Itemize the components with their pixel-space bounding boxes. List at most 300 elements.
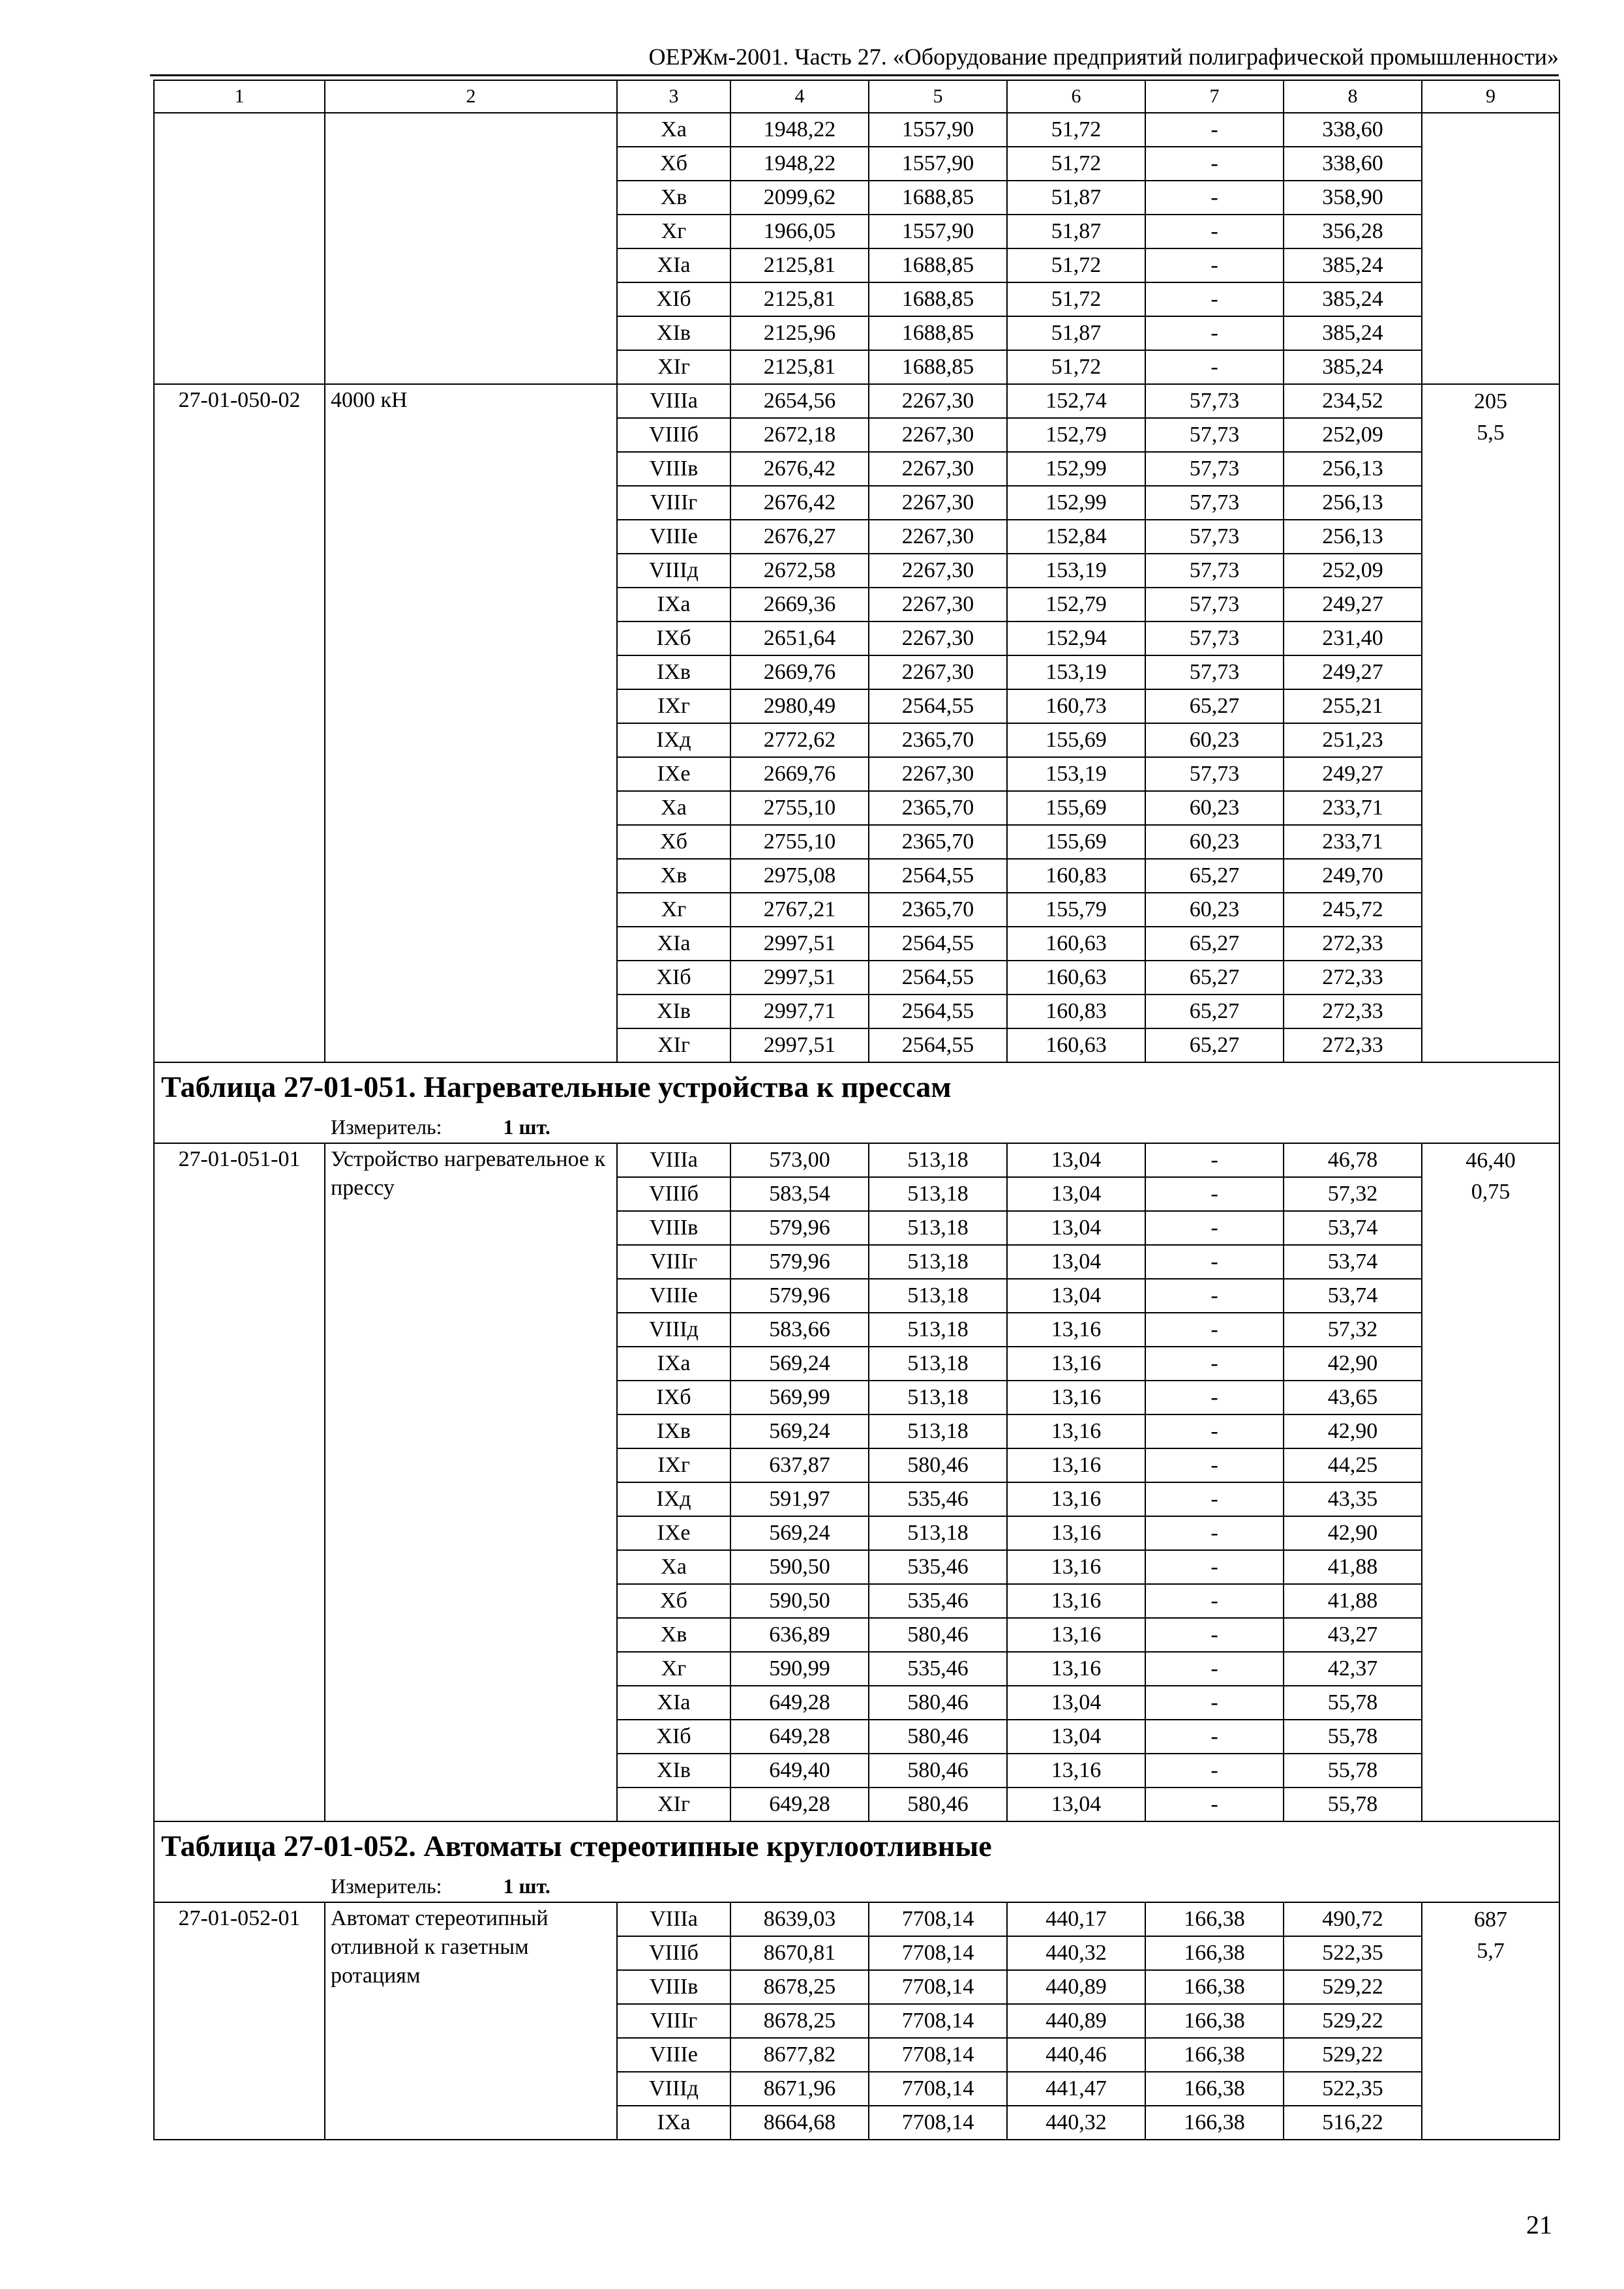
table-cell: 2125,81 <box>730 282 869 316</box>
table-cell: 51,87 <box>1007 215 1145 248</box>
table-cell: 245,72 <box>1284 893 1422 927</box>
rate-code <box>154 113 325 384</box>
table-cell: - <box>1145 1788 1284 1821</box>
table-cell: 13,16 <box>1007 1754 1145 1788</box>
table-cell: 272,33 <box>1284 1028 1422 1062</box>
mass-cell <box>1422 113 1559 384</box>
table-cell: VIIIб <box>617 1177 730 1211</box>
table-cell: 153,19 <box>1007 757 1145 791</box>
table-cell: 513,18 <box>869 1381 1007 1414</box>
table-row <box>154 1143 1559 1177</box>
table-cell: 13,16 <box>1007 1652 1145 1686</box>
table-cell: 13,16 <box>1007 1381 1145 1414</box>
table-cell: VIIIa <box>617 1143 730 1177</box>
table-cell: Xг <box>617 893 730 927</box>
table-cell: 166,38 <box>1145 2004 1284 2038</box>
table-cell: 583,66 <box>730 1313 869 1347</box>
table-cell: 338,60 <box>1284 147 1422 181</box>
table-row <box>154 113 1559 147</box>
table-cell: 7708,14 <box>869 2038 1007 2072</box>
table-cell: 535,46 <box>869 1584 1007 1618</box>
table-cell: 649,40 <box>730 1754 869 1788</box>
column-number: 3 <box>617 80 730 113</box>
table-cell: 338,60 <box>1284 113 1422 147</box>
table-cell: 166,38 <box>1145 1936 1284 1970</box>
table-cell: 7708,14 <box>869 2004 1007 2038</box>
table-cell: 649,28 <box>730 1686 869 1720</box>
table-cell: - <box>1145 1550 1284 1584</box>
table-cell: 2564,55 <box>869 961 1007 995</box>
table-cell: 1557,90 <box>869 147 1007 181</box>
rate-name: Автомат стереотипный отливной к газетным ротациям <box>325 1902 617 2140</box>
table-cell: XIг <box>617 1788 730 1821</box>
table-cell: - <box>1145 181 1284 215</box>
table-cell: VIIIг <box>617 486 730 520</box>
table-cell: 385,24 <box>1284 350 1422 384</box>
table-cell: 2365,70 <box>869 723 1007 757</box>
table-cell: 166,38 <box>1145 1970 1284 2004</box>
table-cell: Xб <box>617 147 730 181</box>
table-cell: 590,50 <box>730 1550 869 1584</box>
table-cell: 535,46 <box>869 1550 1007 1584</box>
table-cell: 358,90 <box>1284 181 1422 215</box>
table-cell: 13,16 <box>1007 1448 1145 1482</box>
table-cell: 2672,18 <box>730 418 869 452</box>
table-cell: 440,46 <box>1007 2038 1145 2072</box>
table-cell: - <box>1145 350 1284 384</box>
table-cell: 13,04 <box>1007 1788 1145 1821</box>
mass-cell <box>1422 1143 1559 1821</box>
table-cell: 53,74 <box>1284 1245 1422 1279</box>
table-cell: Xa <box>617 1550 730 1584</box>
mass-cell <box>1422 1902 1559 2140</box>
table-cell: - <box>1145 1279 1284 1313</box>
table-cell: 2267,30 <box>869 621 1007 655</box>
measure-value: 1 шт. <box>503 1874 550 1898</box>
table-cell: 13,16 <box>1007 1313 1145 1347</box>
table-cell: 51,87 <box>1007 181 1145 215</box>
measure-label: Измеритель: <box>331 1874 442 1898</box>
table-cell: 2267,30 <box>869 757 1007 791</box>
table-cell: IXд <box>617 723 730 757</box>
table-cell: XIa <box>617 1686 730 1720</box>
table-cell: Xб <box>617 825 730 859</box>
table-cell: 579,96 <box>730 1245 869 1279</box>
column-number: 7 <box>1145 80 1284 113</box>
table-cell: 2767,21 <box>730 893 869 927</box>
table-cell: 522,35 <box>1284 2072 1422 2106</box>
table-cell: XIa <box>617 248 730 282</box>
table-cell: 1557,90 <box>869 113 1007 147</box>
table-cell: IXв <box>617 655 730 689</box>
table-cell: 42,37 <box>1284 1652 1422 1686</box>
table-cell: VIIIв <box>617 452 730 486</box>
table-cell: 590,99 <box>730 1652 869 1686</box>
mass-cell <box>1422 384 1559 1062</box>
table-cell: 385,24 <box>1284 248 1422 282</box>
table-cell: 2125,81 <box>730 350 869 384</box>
rate-name: 4000 кН <box>325 384 617 1062</box>
table-cell: 440,89 <box>1007 2004 1145 2038</box>
table-cell: 1688,85 <box>869 248 1007 282</box>
table-cell: 234,52 <box>1284 384 1422 418</box>
table-row <box>154 1902 1559 1936</box>
table-cell: - <box>1145 1720 1284 1754</box>
table-cell: - <box>1145 1245 1284 1279</box>
rate-code: 27-01-052-01 <box>154 1902 325 2140</box>
table-cell: 51,72 <box>1007 147 1145 181</box>
table-cell: 1688,85 <box>869 181 1007 215</box>
measure-row <box>154 1870 1559 1902</box>
header-rule <box>150 74 1559 76</box>
column-number-row <box>154 80 1559 113</box>
table-cell: 529,22 <box>1284 2004 1422 2038</box>
table-cell: IXб <box>617 1381 730 1414</box>
table-cell: 2672,58 <box>730 554 869 588</box>
table-cell: Xa <box>617 791 730 825</box>
rates-table <box>153 80 1560 2140</box>
table-cell: 13,04 <box>1007 1211 1145 1245</box>
table-cell: 440,32 <box>1007 2106 1145 2140</box>
table-cell: 166,38 <box>1145 2072 1284 2106</box>
table-cell: 8670,81 <box>730 1936 869 1970</box>
table-cell: 65,27 <box>1145 689 1284 723</box>
table-cell: - <box>1145 1347 1284 1381</box>
table-cell: 57,32 <box>1284 1177 1422 1211</box>
table-cell: 65,27 <box>1145 961 1284 995</box>
table-cell: - <box>1145 1618 1284 1652</box>
table-cell: IXa <box>617 2106 730 2140</box>
table-cell: 13,16 <box>1007 1482 1145 1516</box>
table-cell: XIб <box>617 282 730 316</box>
table-cell: 233,71 <box>1284 825 1422 859</box>
table-cell: 579,96 <box>730 1279 869 1313</box>
table-cell: 51,72 <box>1007 282 1145 316</box>
table-cell: 60,23 <box>1145 791 1284 825</box>
table-cell: 46,78 <box>1284 1143 1422 1177</box>
table-cell: 579,96 <box>730 1211 869 1245</box>
table-cell: 440,32 <box>1007 1936 1145 1970</box>
table-cell: 51,72 <box>1007 350 1145 384</box>
table-cell: 2267,30 <box>869 384 1007 418</box>
table-cell: 43,65 <box>1284 1381 1422 1414</box>
table-cell: IXa <box>617 1347 730 1381</box>
table-cell: 249,27 <box>1284 588 1422 621</box>
table-cell: 152,79 <box>1007 588 1145 621</box>
mass-value: 5,7 <box>1477 1939 1505 1963</box>
table-cell: 2975,08 <box>730 859 869 893</box>
table-cell: 55,78 <box>1284 1754 1422 1788</box>
running-header: ОЕРЖм-2001. Часть 27. «Оборудование предприятий полиграфической промышленности» <box>648 44 1559 70</box>
table-cell: 569,99 <box>730 1381 869 1414</box>
table-cell: 231,40 <box>1284 621 1422 655</box>
table-cell: 13,04 <box>1007 1279 1145 1313</box>
table-cell: XIв <box>617 1754 730 1788</box>
table-cell: - <box>1145 1482 1284 1516</box>
table-cell: 440,89 <box>1007 1970 1145 2004</box>
table-cell: 65,27 <box>1145 1028 1284 1062</box>
table-cell: 1688,85 <box>869 316 1007 350</box>
table-cell: IXе <box>617 757 730 791</box>
table-cell: 42,90 <box>1284 1516 1422 1550</box>
table-cell: Xг <box>617 215 730 248</box>
table-cell: 529,22 <box>1284 1970 1422 2004</box>
table-cell: 513,18 <box>869 1313 1007 1347</box>
table-cell: 513,18 <box>869 1245 1007 1279</box>
table-title-row <box>154 1821 1559 1870</box>
table-cell: 2997,71 <box>730 995 869 1028</box>
table-cell: 7708,14 <box>869 2072 1007 2106</box>
table-cell: 13,16 <box>1007 1414 1145 1448</box>
table-cell: 43,27 <box>1284 1618 1422 1652</box>
column-number: 5 <box>869 80 1007 113</box>
table-cell: - <box>1145 1448 1284 1482</box>
table-cell: 256,13 <box>1284 520 1422 554</box>
page-number: 21 <box>1526 2210 1552 2239</box>
measure-row <box>154 1111 1559 1143</box>
table-cell: 55,78 <box>1284 1720 1422 1754</box>
table-cell: 2267,30 <box>869 486 1007 520</box>
table-cell: VIIIг <box>617 2004 730 2038</box>
table-cell: 7708,14 <box>869 1902 1007 1936</box>
table-cell: 8639,03 <box>730 1902 869 1936</box>
table-cell: - <box>1145 113 1284 147</box>
table-cell: 13,04 <box>1007 1245 1145 1279</box>
table-cell: - <box>1145 1177 1284 1211</box>
table-cell: 252,09 <box>1284 554 1422 588</box>
table-cell: 13,16 <box>1007 1550 1145 1584</box>
table-cell: 2564,55 <box>869 995 1007 1028</box>
table-cell: VIIIе <box>617 1279 730 1313</box>
table-cell: 272,33 <box>1284 927 1422 961</box>
rate-code: 27-01-051-01 <box>154 1143 325 1821</box>
column-number: 8 <box>1284 80 1422 113</box>
table-cell: XIб <box>617 961 730 995</box>
table-cell: 2267,30 <box>869 520 1007 554</box>
table-cell: 13,16 <box>1007 1516 1145 1550</box>
table-title: Таблица 27-01-051. Нагревательные устройства к прессам <box>154 1062 1559 1111</box>
table-cell: 7708,14 <box>869 1936 1007 1970</box>
table-cell: 272,33 <box>1284 995 1422 1028</box>
table-cell: 57,73 <box>1145 418 1284 452</box>
table-cell: 513,18 <box>869 1347 1007 1381</box>
table-cell: 590,50 <box>730 1584 869 1618</box>
table-cell: Xв <box>617 859 730 893</box>
column-number: 2 <box>325 80 617 113</box>
table-cell: 1688,85 <box>869 350 1007 384</box>
table-cell: 57,73 <box>1145 520 1284 554</box>
table-cell: 152,74 <box>1007 384 1145 418</box>
table-cell: 57,73 <box>1145 384 1284 418</box>
table-cell: 569,24 <box>730 1347 869 1381</box>
table-cell: 152,99 <box>1007 452 1145 486</box>
table-cell: 2676,42 <box>730 486 869 520</box>
table-cell: 53,74 <box>1284 1279 1422 1313</box>
table-cell: VIIIб <box>617 1936 730 1970</box>
table-cell: 60,23 <box>1145 893 1284 927</box>
table-cell: 255,21 <box>1284 689 1422 723</box>
table-cell: 233,71 <box>1284 791 1422 825</box>
table-cell: 2997,51 <box>730 1028 869 1062</box>
table-cell: 2564,55 <box>869 689 1007 723</box>
table-cell: 513,18 <box>869 1211 1007 1245</box>
column-number: 1 <box>154 80 325 113</box>
mass-value: 687 <box>1474 1908 1507 1932</box>
table-cell: IXг <box>617 689 730 723</box>
table-cell: 166,38 <box>1145 2038 1284 2072</box>
table-cell: 153,19 <box>1007 655 1145 689</box>
table-cell: - <box>1145 1143 1284 1177</box>
table-cell: 65,27 <box>1145 995 1284 1028</box>
table-cell: Xa <box>617 113 730 147</box>
table-cell: 166,38 <box>1145 1902 1284 1936</box>
table-cell: - <box>1145 248 1284 282</box>
table-cell: XIг <box>617 350 730 384</box>
table-cell: VIIIе <box>617 2038 730 2072</box>
table-cell: 2267,30 <box>869 418 1007 452</box>
table-cell: 2099,62 <box>730 181 869 215</box>
table-cell: 649,28 <box>730 1788 869 1821</box>
table-cell: 13,16 <box>1007 1584 1145 1618</box>
table-cell: 1688,85 <box>869 282 1007 316</box>
table-cell: 2669,76 <box>730 757 869 791</box>
table-cell: 649,28 <box>730 1720 869 1754</box>
table-cell: 580,46 <box>869 1788 1007 1821</box>
table-cell: 2676,27 <box>730 520 869 554</box>
table-cell: 152,79 <box>1007 418 1145 452</box>
table-cell: 2564,55 <box>869 859 1007 893</box>
table-cell: 160,63 <box>1007 961 1145 995</box>
table-cell: - <box>1145 1516 1284 1550</box>
table-cell: 13,04 <box>1007 1686 1145 1720</box>
table-cell: 249,27 <box>1284 655 1422 689</box>
table-cell: 65,27 <box>1145 927 1284 961</box>
measure-value: 1 шт. <box>503 1115 550 1139</box>
table-cell: 41,88 <box>1284 1550 1422 1584</box>
measure-label: Измеритель: <box>331 1115 442 1139</box>
table-cell: 8664,68 <box>730 2106 869 2140</box>
table-cell: 516,22 <box>1284 2106 1422 2140</box>
table-cell: 2676,42 <box>730 452 869 486</box>
table-cell: - <box>1145 316 1284 350</box>
table-cell: 51,72 <box>1007 113 1145 147</box>
table-cell: 583,54 <box>730 1177 869 1211</box>
table-cell: 637,87 <box>730 1448 869 1482</box>
table-cell: 1948,22 <box>730 113 869 147</box>
table-cell: 535,46 <box>869 1482 1007 1516</box>
table-cell: 155,79 <box>1007 893 1145 927</box>
table-cell: 160,63 <box>1007 1028 1145 1062</box>
table-cell: 51,72 <box>1007 248 1145 282</box>
table-cell: 60,23 <box>1145 825 1284 859</box>
measure-cell <box>154 1111 1559 1143</box>
table-cell: 43,35 <box>1284 1482 1422 1516</box>
table-cell: 2669,76 <box>730 655 869 689</box>
table-cell: VIIIв <box>617 1211 730 1245</box>
table-cell: 60,23 <box>1145 723 1284 757</box>
table-cell: 513,18 <box>869 1143 1007 1177</box>
table-cell: 272,33 <box>1284 961 1422 995</box>
table-cell: 252,09 <box>1284 418 1422 452</box>
table-cell: Xв <box>617 181 730 215</box>
table-cell: IXa <box>617 588 730 621</box>
table-cell: 152,94 <box>1007 621 1145 655</box>
table-cell: VIIIa <box>617 384 730 418</box>
table-cell: - <box>1145 1754 1284 1788</box>
table-cell: 2997,51 <box>730 961 869 995</box>
table-cell: 13,16 <box>1007 1618 1145 1652</box>
table-cell: 256,13 <box>1284 486 1422 520</box>
table-cell: VIIIб <box>617 418 730 452</box>
table-cell: - <box>1145 1313 1284 1347</box>
table-cell: 580,46 <box>869 1618 1007 1652</box>
table-cell: 160,83 <box>1007 995 1145 1028</box>
table-title-row <box>154 1062 1559 1111</box>
table-cell: 155,69 <box>1007 825 1145 859</box>
table-cell: 55,78 <box>1284 1788 1422 1821</box>
table-cell: 580,46 <box>869 1448 1007 1482</box>
measure-cell <box>154 1870 1559 1902</box>
table-cell: 535,46 <box>869 1652 1007 1686</box>
table-cell: VIIIa <box>617 1902 730 1936</box>
table-cell: 57,73 <box>1145 757 1284 791</box>
table-cell: 160,73 <box>1007 689 1145 723</box>
table-cell: 2267,30 <box>869 588 1007 621</box>
table-title: Таблица 27-01-052. Автоматы стереотипные круглоотливные <box>154 1821 1559 1870</box>
table-cell: 2365,70 <box>869 825 1007 859</box>
table-cell: 1557,90 <box>869 215 1007 248</box>
table-cell: 2772,62 <box>730 723 869 757</box>
table-cell: 385,24 <box>1284 282 1422 316</box>
table-cell: XIв <box>617 995 730 1028</box>
table-cell: 160,63 <box>1007 927 1145 961</box>
mass-value: 46,40 <box>1466 1148 1516 1173</box>
table-cell: 8678,25 <box>730 2004 869 2038</box>
table-cell: 573,00 <box>730 1143 869 1177</box>
table-cell: - <box>1145 215 1284 248</box>
table-cell: 13,04 <box>1007 1177 1145 1211</box>
table-cell: 57,73 <box>1145 452 1284 486</box>
table-cell: 7708,14 <box>869 1970 1007 2004</box>
table-cell: - <box>1145 1211 1284 1245</box>
table-cell: 251,23 <box>1284 723 1422 757</box>
table-cell: 8671,96 <box>730 2072 869 2106</box>
table-cell: 513,18 <box>869 1279 1007 1313</box>
table-cell: 356,28 <box>1284 215 1422 248</box>
table-cell: Xг <box>617 1652 730 1686</box>
table-cell: 41,88 <box>1284 1584 1422 1618</box>
table-cell: 42,90 <box>1284 1414 1422 1448</box>
table-cell: 57,73 <box>1145 655 1284 689</box>
table-cell: - <box>1145 147 1284 181</box>
table-cell: VIIIд <box>617 554 730 588</box>
table-cell: 2654,56 <box>730 384 869 418</box>
table-cell: 2669,36 <box>730 588 869 621</box>
table-cell: 591,97 <box>730 1482 869 1516</box>
table-cell: XIa <box>617 927 730 961</box>
table-cell: 7708,14 <box>869 2106 1007 2140</box>
table-cell: 2365,70 <box>869 791 1007 825</box>
table-row <box>154 384 1559 418</box>
table-cell: VIIIд <box>617 2072 730 2106</box>
table-cell: 385,24 <box>1284 316 1422 350</box>
table-cell: 440,17 <box>1007 1902 1145 1936</box>
rate-code: 27-01-050-02 <box>154 384 325 1062</box>
table-cell: 160,83 <box>1007 859 1145 893</box>
table-cell: 2267,30 <box>869 655 1007 689</box>
table-cell: 57,73 <box>1145 486 1284 520</box>
table-cell: 55,78 <box>1284 1686 1422 1720</box>
